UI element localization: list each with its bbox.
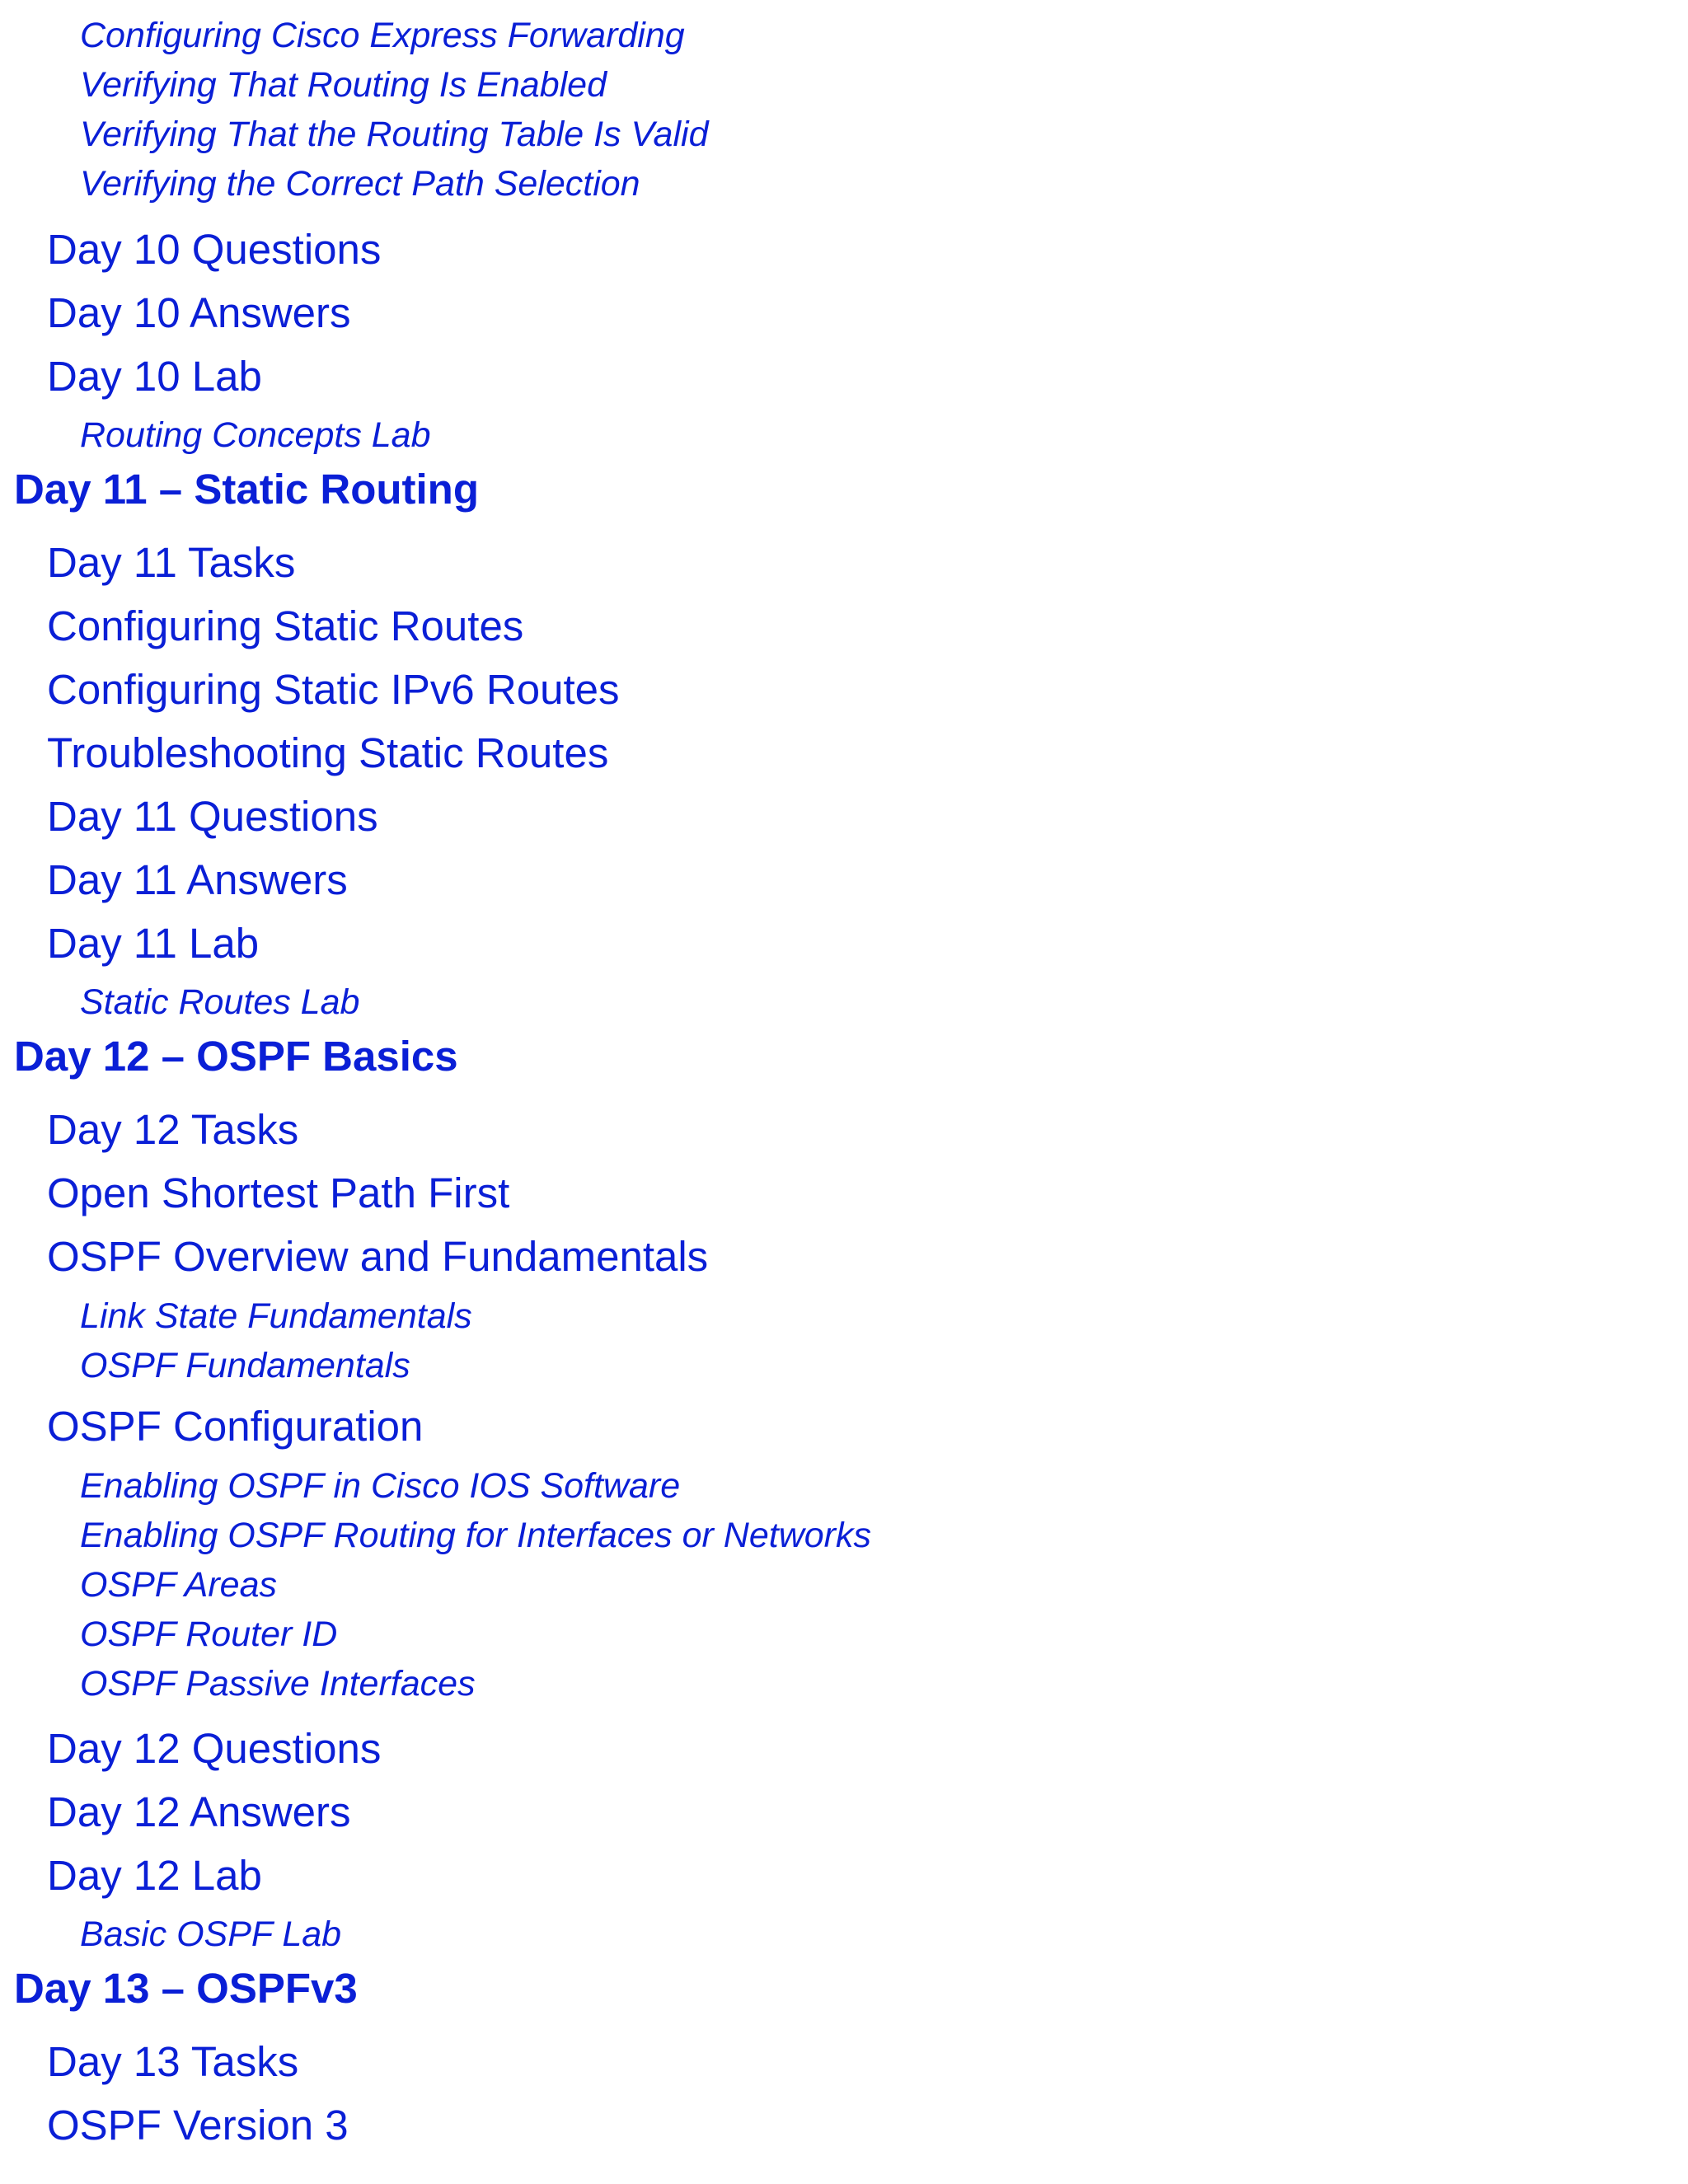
toc-entry-link[interactable]: Day 11 Lab [47, 920, 260, 967]
toc-subentry-link[interactable]: Verifying That Routing Is Enabled [80, 65, 607, 105]
toc-subentry-link[interactable]: OSPF Areas [80, 1565, 277, 1605]
toc-subentry-link[interactable]: Verifying the Correct Path Selection [80, 164, 640, 204]
toc-entry-link[interactable]: Day 12 Questions [47, 1725, 382, 1772]
toc-entry-link[interactable]: Day 10 Answers [47, 289, 351, 336]
toc-entry-link[interactable]: Configuring Static IPv6 Routes [47, 666, 620, 713]
section-heading-link[interactable]: Day 13 – OSPFv3 [14, 1965, 358, 2012]
toc-subentry-link[interactable]: Basic OSPF Lab [80, 1915, 342, 1954]
toc-subentry-link[interactable]: Enabling OSPF Routing for Interfaces or Networks [80, 1516, 871, 1555]
toc-entry-link[interactable]: Day 13 Tasks [47, 2038, 299, 2085]
toc-subentry-link[interactable]: Link State Fundamentals [80, 1296, 472, 1336]
toc-subentry-link[interactable]: Static Routes Lab [80, 982, 360, 1022]
toc-entry-link[interactable]: Open Shortest Path First [47, 1169, 510, 1216]
toc-entry-link[interactable]: Troubleshooting Static Routes [47, 729, 609, 776]
section-heading-link[interactable]: Day 12 – OSPF Basics [14, 1033, 458, 1080]
toc-entry-link[interactable]: Day 12 Tasks [47, 1106, 299, 1153]
toc-entry-link[interactable]: OSPF Configuration [47, 1403, 424, 1450]
toc-entry-link[interactable]: OSPF Overview and Fundamentals [47, 1233, 709, 1280]
toc-subentry-link[interactable]: OSPF Passive Interfaces [80, 1664, 476, 1704]
toc-entry-link[interactable]: Day 12 Lab [47, 1852, 262, 1899]
toc-entry-link[interactable]: Day 11 Answers [47, 856, 348, 903]
section-heading-link[interactable]: Day 11 – Static Routing [14, 466, 479, 513]
toc-entry-link[interactable]: OSPF Version 3 [47, 2102, 349, 2149]
toc-entry-link[interactable]: Day 10 Lab [47, 353, 262, 400]
toc-entry-link[interactable]: Configuring Static Routes [47, 602, 524, 649]
toc-subentry-link[interactable]: Verifying That the Routing Table Is Valid [80, 115, 709, 154]
toc-entry-link[interactable]: Day 10 Questions [47, 226, 382, 273]
toc-entry-link[interactable]: Day 11 Tasks [47, 539, 296, 586]
toc-subentry-link[interactable]: Enabling OSPF in Cisco IOS Software [80, 1466, 681, 1506]
toc-subentry-link[interactable]: Routing Concepts Lab [80, 415, 431, 455]
toc-subentry-link[interactable]: OSPF Fundamentals [80, 1346, 410, 1385]
toc-subentry-link[interactable]: OSPF Router ID [80, 1615, 338, 1654]
toc-entry-link[interactable]: Day 12 Answers [47, 1788, 351, 1835]
toc-subentry-link[interactable]: Configuring Cisco Express Forwarding [80, 16, 685, 55]
toc-entry-link[interactable]: Day 11 Questions [47, 793, 378, 840]
